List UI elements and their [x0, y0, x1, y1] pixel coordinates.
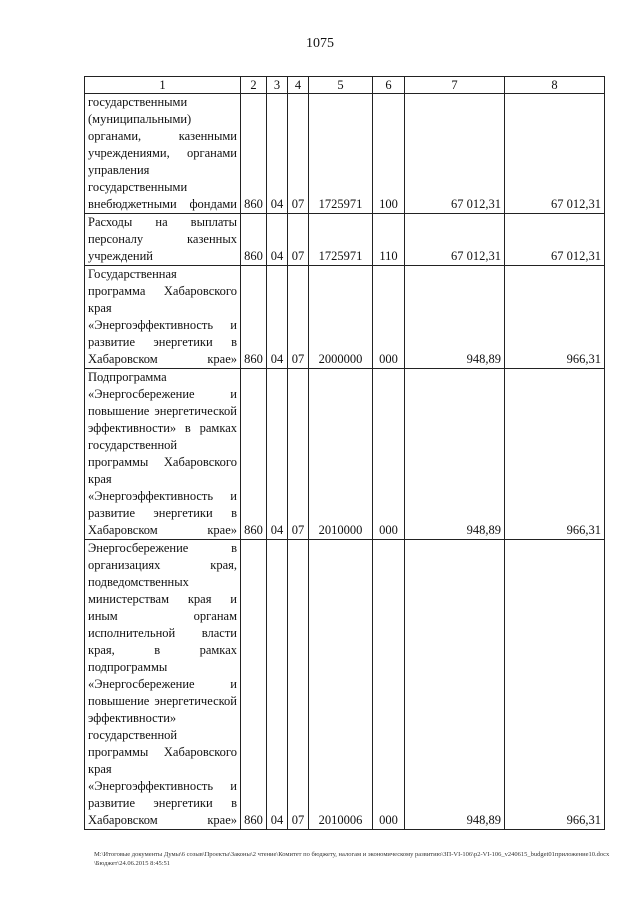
row-expense-type: 000 — [373, 266, 405, 369]
row-amount-col7: 948,89 — [405, 266, 505, 369]
row-section-code: 04 — [267, 94, 288, 214]
row-description: Расходы на выплаты персоналу казенных учреждений — [85, 214, 241, 266]
row-target-article: 1725971 — [309, 94, 373, 214]
row-description: государственными (муниципальными) органами, казенными учреждениями, органами управления государственными внебюджетными фондами — [85, 94, 241, 214]
row-expense-type: 000 — [373, 540, 405, 830]
row-description: Государственная программа Хабаровского края «Энергоэффективность и развитие энергетики в Хабаровском крае» — [85, 266, 241, 369]
table-row — [85, 214, 605, 266]
row-subsection-code: 07 — [288, 214, 309, 266]
row-section-code: 04 — [267, 214, 288, 266]
row-amount-col7: 67 012,31 — [405, 94, 505, 214]
row-ministry-code: 860 — [241, 369, 267, 540]
row-subsection-code: 07 — [288, 266, 309, 369]
row-subsection-code: 07 — [288, 369, 309, 540]
column-header: 4 — [288, 77, 309, 94]
row-section-code: 04 — [267, 266, 288, 369]
row-amount-col7: 948,89 — [405, 540, 505, 830]
row-amount-col8: 966,31 — [505, 369, 605, 540]
column-header: 3 — [267, 77, 288, 94]
column-header: 8 — [505, 77, 605, 94]
column-header: 2 — [241, 77, 267, 94]
header-row — [85, 77, 605, 94]
file-path-footer: M:\Итоговые документы Думы\6 созыв\Проекты\Законы\2 чтение\Комитет по бюджету, налогам и экономическому развитию\ЗП-VI-106\p2-VI-106_v240615_budget01приложение10.docx\Бюджет\24.06.2015 8:45:51 — [94, 851, 610, 867]
row-expense-type: 110 — [373, 214, 405, 266]
row-amount-col8: 67 012,31 — [505, 94, 605, 214]
row-target-article: 1725971 — [309, 214, 373, 266]
column-header: 6 — [373, 77, 405, 94]
row-ministry-code: 860 — [241, 214, 267, 266]
row-expense-type: 000 — [373, 369, 405, 540]
row-ministry-code: 860 — [241, 266, 267, 369]
row-target-article: 2000000 — [309, 266, 373, 369]
column-header: 7 — [405, 77, 505, 94]
row-amount-col8: 966,31 — [505, 540, 605, 830]
row-target-article: 2010000 — [309, 369, 373, 540]
page-number: 1075 — [306, 36, 334, 51]
row-section-code: 04 — [267, 369, 288, 540]
row-ministry-code: 860 — [241, 540, 267, 830]
row-amount-col7: 67 012,31 — [405, 214, 505, 266]
column-header: 1 — [85, 77, 241, 94]
row-ministry-code: 860 — [241, 94, 267, 214]
column-header: 5 — [309, 77, 373, 94]
row-subsection-code: 07 — [288, 540, 309, 830]
row-target-article: 2010006 — [309, 540, 373, 830]
row-section-code: 04 — [267, 540, 288, 830]
row-expense-type: 100 — [373, 94, 405, 214]
table-row — [85, 266, 605, 369]
row-amount-col8: 966,31 — [505, 266, 605, 369]
row-subsection-code: 07 — [288, 94, 309, 214]
budget-table — [84, 76, 605, 830]
row-amount-col7: 948,89 — [405, 369, 505, 540]
table-row — [85, 369, 605, 540]
row-description: Энергосбережение в организациях края, подведомственных министерствам края и иным органам исполнительной власти края, в рамках подпрограммы «Энергосбережение и повышение энергетической эффективности» государственной программы Хабаровского края «Энергоэффективность и развитие энергетики в Хабаровском крае» — [85, 540, 241, 830]
row-amount-col8: 67 012,31 — [505, 214, 605, 266]
table-row — [85, 540, 605, 830]
table-row — [85, 94, 605, 214]
row-description: Подпрограмма «Энергосбережение и повышение энергетической эффективности» в рамках государственной программы Хабаровского края «Энергоэффективность и развитие энергетики в Хабаровском крае» — [85, 369, 241, 540]
